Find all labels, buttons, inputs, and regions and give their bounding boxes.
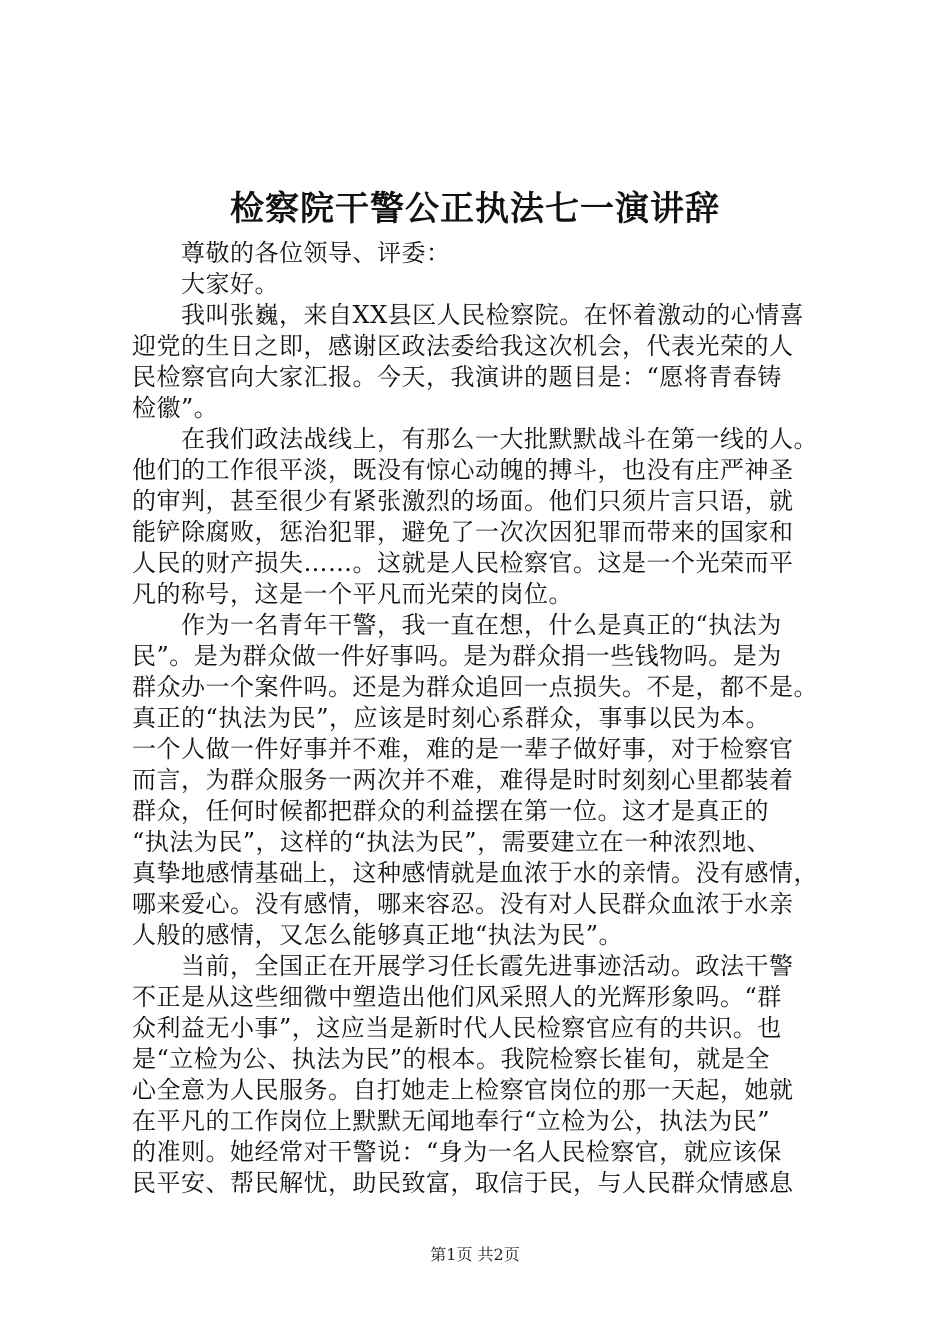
document-title: 检察院干警公正执法七一演讲辞	[230, 189, 720, 229]
body-line: 真正的“执法为民”，应该是时刻心系群众，事事以民为本。	[132, 704, 771, 732]
body-line: 众利益无小事”，这应当是新时代人民检察官应有的共识。也	[132, 1014, 782, 1042]
body-line: “执法为民”，这样的“执法为民”，需要建立在一种浓烈地、	[132, 828, 772, 856]
body-line: 凡的称号，这是一个平凡而光荣的岗位。	[132, 580, 573, 608]
body-line: 我叫张巍，来自XX县区人民检察院。在怀着激动的心情喜	[181, 301, 805, 329]
body-line: 而言，为群众服务一两次并不难，难得是时时刻刻心里都装着	[132, 766, 794, 794]
body-line: 大家好。	[181, 270, 279, 298]
body-line: 的准则。她经常对干警说：“身为一名人民检察官，就应该保	[132, 1138, 782, 1166]
body-line: 人民的财产损失……。这就是人民检察官。这是一个光荣而平	[132, 549, 794, 577]
body-line: 在平凡的工作岗位上默默无闻地奉行“立检为公，执法为民”	[132, 1107, 771, 1135]
page-footer: 第1页 共2页	[430, 1245, 520, 1264]
body-line: 群众办一个案件吗。还是为群众追回一点损失。不是，都不是。	[132, 673, 818, 701]
body-line: 检徽”。	[132, 394, 219, 422]
body-line: 不正是从这些细微中塑造出他们风采照人的光辉形象吗。“群	[132, 983, 782, 1011]
body-line: 能铲除腐败，惩治犯罪，避免了一次次因犯罪而带来的国家和	[132, 518, 794, 546]
body-line: 在我们政法战线上，有那么一大批默默战斗在第一线的人。	[181, 425, 818, 453]
body-line: 作为一名青年干警，我一直在想，什么是真正的“执法为	[181, 611, 782, 639]
body-line: 民”。是为群众做一件好事吗。是为群众捐一些钱物吗。是为	[132, 642, 782, 670]
body-line: 心全意为人民服务。自打她走上检察官岗位的那一天起，她就	[132, 1076, 794, 1104]
body-line: 他们的工作很平淡，既没有惊心动魄的搏斗，也没有庄严神圣	[132, 456, 794, 484]
body-line: 尊敬的各位领导、评委：	[181, 239, 451, 267]
body-line: 哪来爱心。没有感情，哪来容忍。没有对人民群众血浓于水亲	[132, 890, 794, 918]
body-line: 一个人做一件好事并不难，难的是一辈子做好事，对于检察官	[132, 735, 794, 763]
body-line: 迎党的生日之即，感谢区政法委给我这次机会，代表光荣的人	[132, 332, 794, 360]
body-line: 人般的感情，又怎么能够真正地“执法为民”。	[132, 921, 624, 949]
body-line: 当前，全国正在开展学习任长霞先进事迹活动。政法干警	[181, 952, 794, 980]
body-line: 的审判，甚至很少有紧张激烈的场面。他们只须片言只语，就	[132, 487, 794, 515]
body-line: 民检察官向大家汇报。今天，我演讲的题目是：“愿将青春铸	[132, 363, 782, 391]
body-line: 群众，任何时候都把群众的利益摆在第一位。这才是真正的	[132, 797, 769, 825]
body-line: 民平安、帮民解忧，助民致富，取信于民，与人民群众情感息	[132, 1169, 794, 1197]
body-line: 真挚地感情基础上，这种感情就是血浓于水的亲情。没有感情，	[132, 859, 818, 887]
body-line: 是“立检为公、执法为民”的根本。我院检察长崔旬，就是全	[132, 1045, 771, 1073]
document-body	[132, 238, 852, 1199]
